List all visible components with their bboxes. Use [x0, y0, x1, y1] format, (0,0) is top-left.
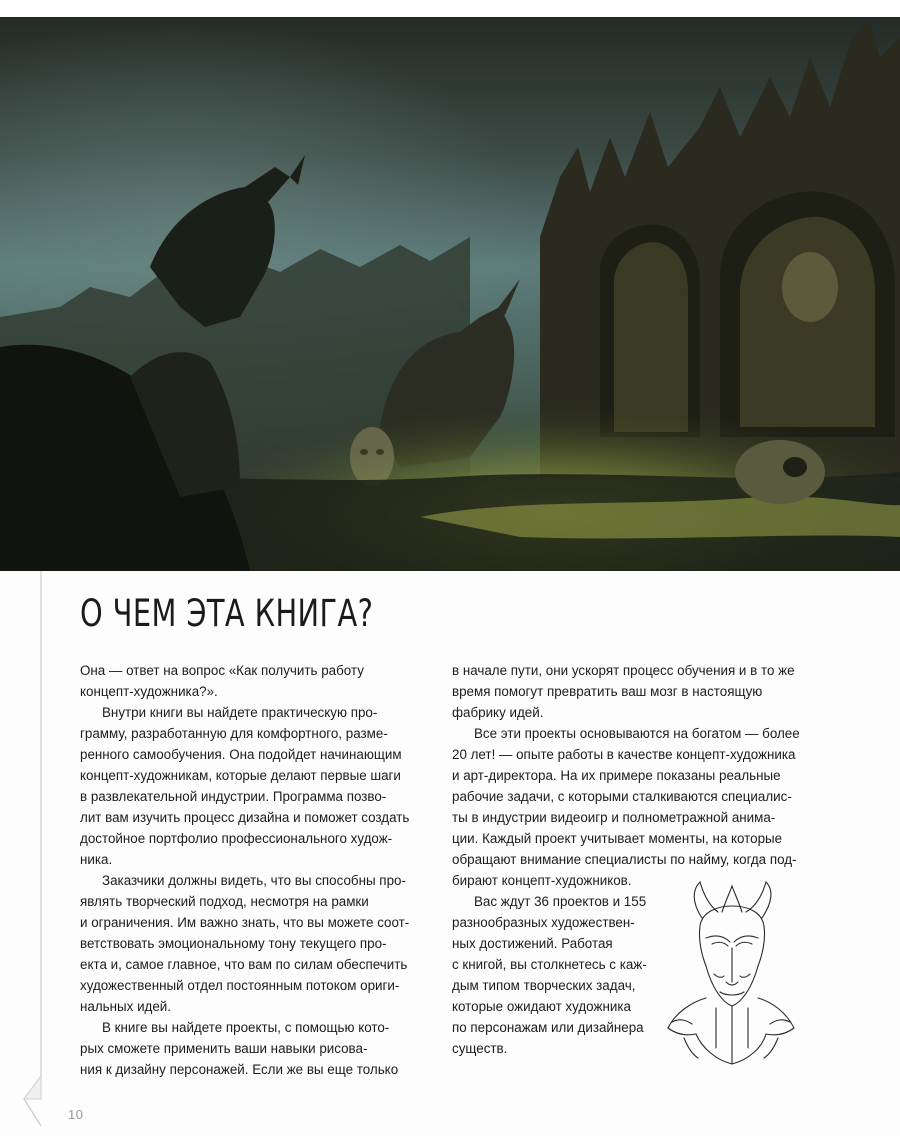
page-title: О ЧЕМ ЭТА КНИГА? [80, 592, 374, 635]
page-top-margin [0, 0, 900, 17]
text-line: ты в индустрии видеоигр и полнометражной анима- [452, 810, 776, 825]
text-line: ных достижений. Работая [452, 936, 613, 951]
text-line: в начале пути, они ускорят процесс обучения и в то же [452, 663, 795, 678]
text-line: Она — ответ на вопрос «Как получить работу [80, 663, 364, 678]
text-line: время помогут превратить ваш мозг в настоящую [452, 684, 763, 699]
text-line: в развлекательной индустрии. Программа позво- [80, 789, 387, 804]
text-line: и арт-директора. На их примере показаны реальные [452, 768, 781, 783]
text-line: фабрику идей. [452, 705, 544, 720]
text-line: ника. [80, 852, 113, 867]
text-line: ции. Каждый проект учитывает моменты, на которые [452, 831, 783, 846]
text-line: Заказчики должны видеть, что вы способны про- [102, 873, 406, 888]
text-line: обращают внимание специалисты по найму, когда под- [452, 852, 797, 867]
text-line: достойное портфолио профессионального худож- [80, 831, 393, 846]
text-line: концепт-художникам, которые делают первые шаги [80, 768, 401, 783]
text-line: и ограничения. Им важно знать, что вы можете соот- [80, 915, 410, 930]
text-line: которые ожидают художника [452, 999, 631, 1014]
text-line: являть творческий подход, несмотря на рамки [80, 894, 369, 909]
text-line: разнообразных художествен- [452, 915, 635, 930]
hero-illustration [0, 17, 900, 571]
text-line: нальных идей. [80, 999, 172, 1014]
text-line: дым типом творческих задач, [452, 978, 636, 993]
text-line: по персонажам или дизайнера [452, 1020, 644, 1035]
text-line: рабочие задачи, с которыми сталкиваются специалис- [452, 789, 792, 804]
page-number: 10 [68, 1107, 84, 1122]
text-line: ренного самообучения. Она подойдет начинающим [80, 747, 402, 762]
text-line: художественный отдел постоянным потоком ориги- [80, 978, 400, 993]
text-line: 20 лет! — опыте работы в качестве концепт-художника [452, 747, 796, 762]
text-line: Все эти проекты основываются на богатом — более [474, 726, 800, 741]
page-fold-corner [0, 571, 42, 1131]
text-line: рых сможете применить ваши навыки рисова- [80, 1041, 368, 1056]
text-line: Внутри книги вы найдете практическую про- [102, 705, 378, 720]
text-line: с книгой, вы столкнетесь с каж- [452, 957, 647, 972]
text-line: ветствовать эмоциональному тону текущего про- [80, 936, 387, 951]
text-line: существ. [452, 1041, 508, 1056]
text-line: Вас ждут 36 проектов и 155 [474, 894, 647, 909]
text-line: концепт-художника?». [80, 684, 218, 699]
text-line: ния к дизайну персонажей. Если же вы еще только [80, 1062, 399, 1077]
text-line: бирают концепт-художников. [452, 873, 632, 888]
text-line: екта и, самое главное, что вам по силам обеспечить [80, 957, 408, 972]
text-line: В книге вы найдете проекты, с помощью кото- [102, 1020, 390, 1035]
character-sketch-illustration [662, 878, 800, 1066]
text-line: лит вам изучить процесс дизайна и поможет создать [80, 810, 410, 825]
left-text-column [80, 660, 430, 1080]
text-line: грамму, разработанную для комфортного, разме- [80, 726, 388, 741]
